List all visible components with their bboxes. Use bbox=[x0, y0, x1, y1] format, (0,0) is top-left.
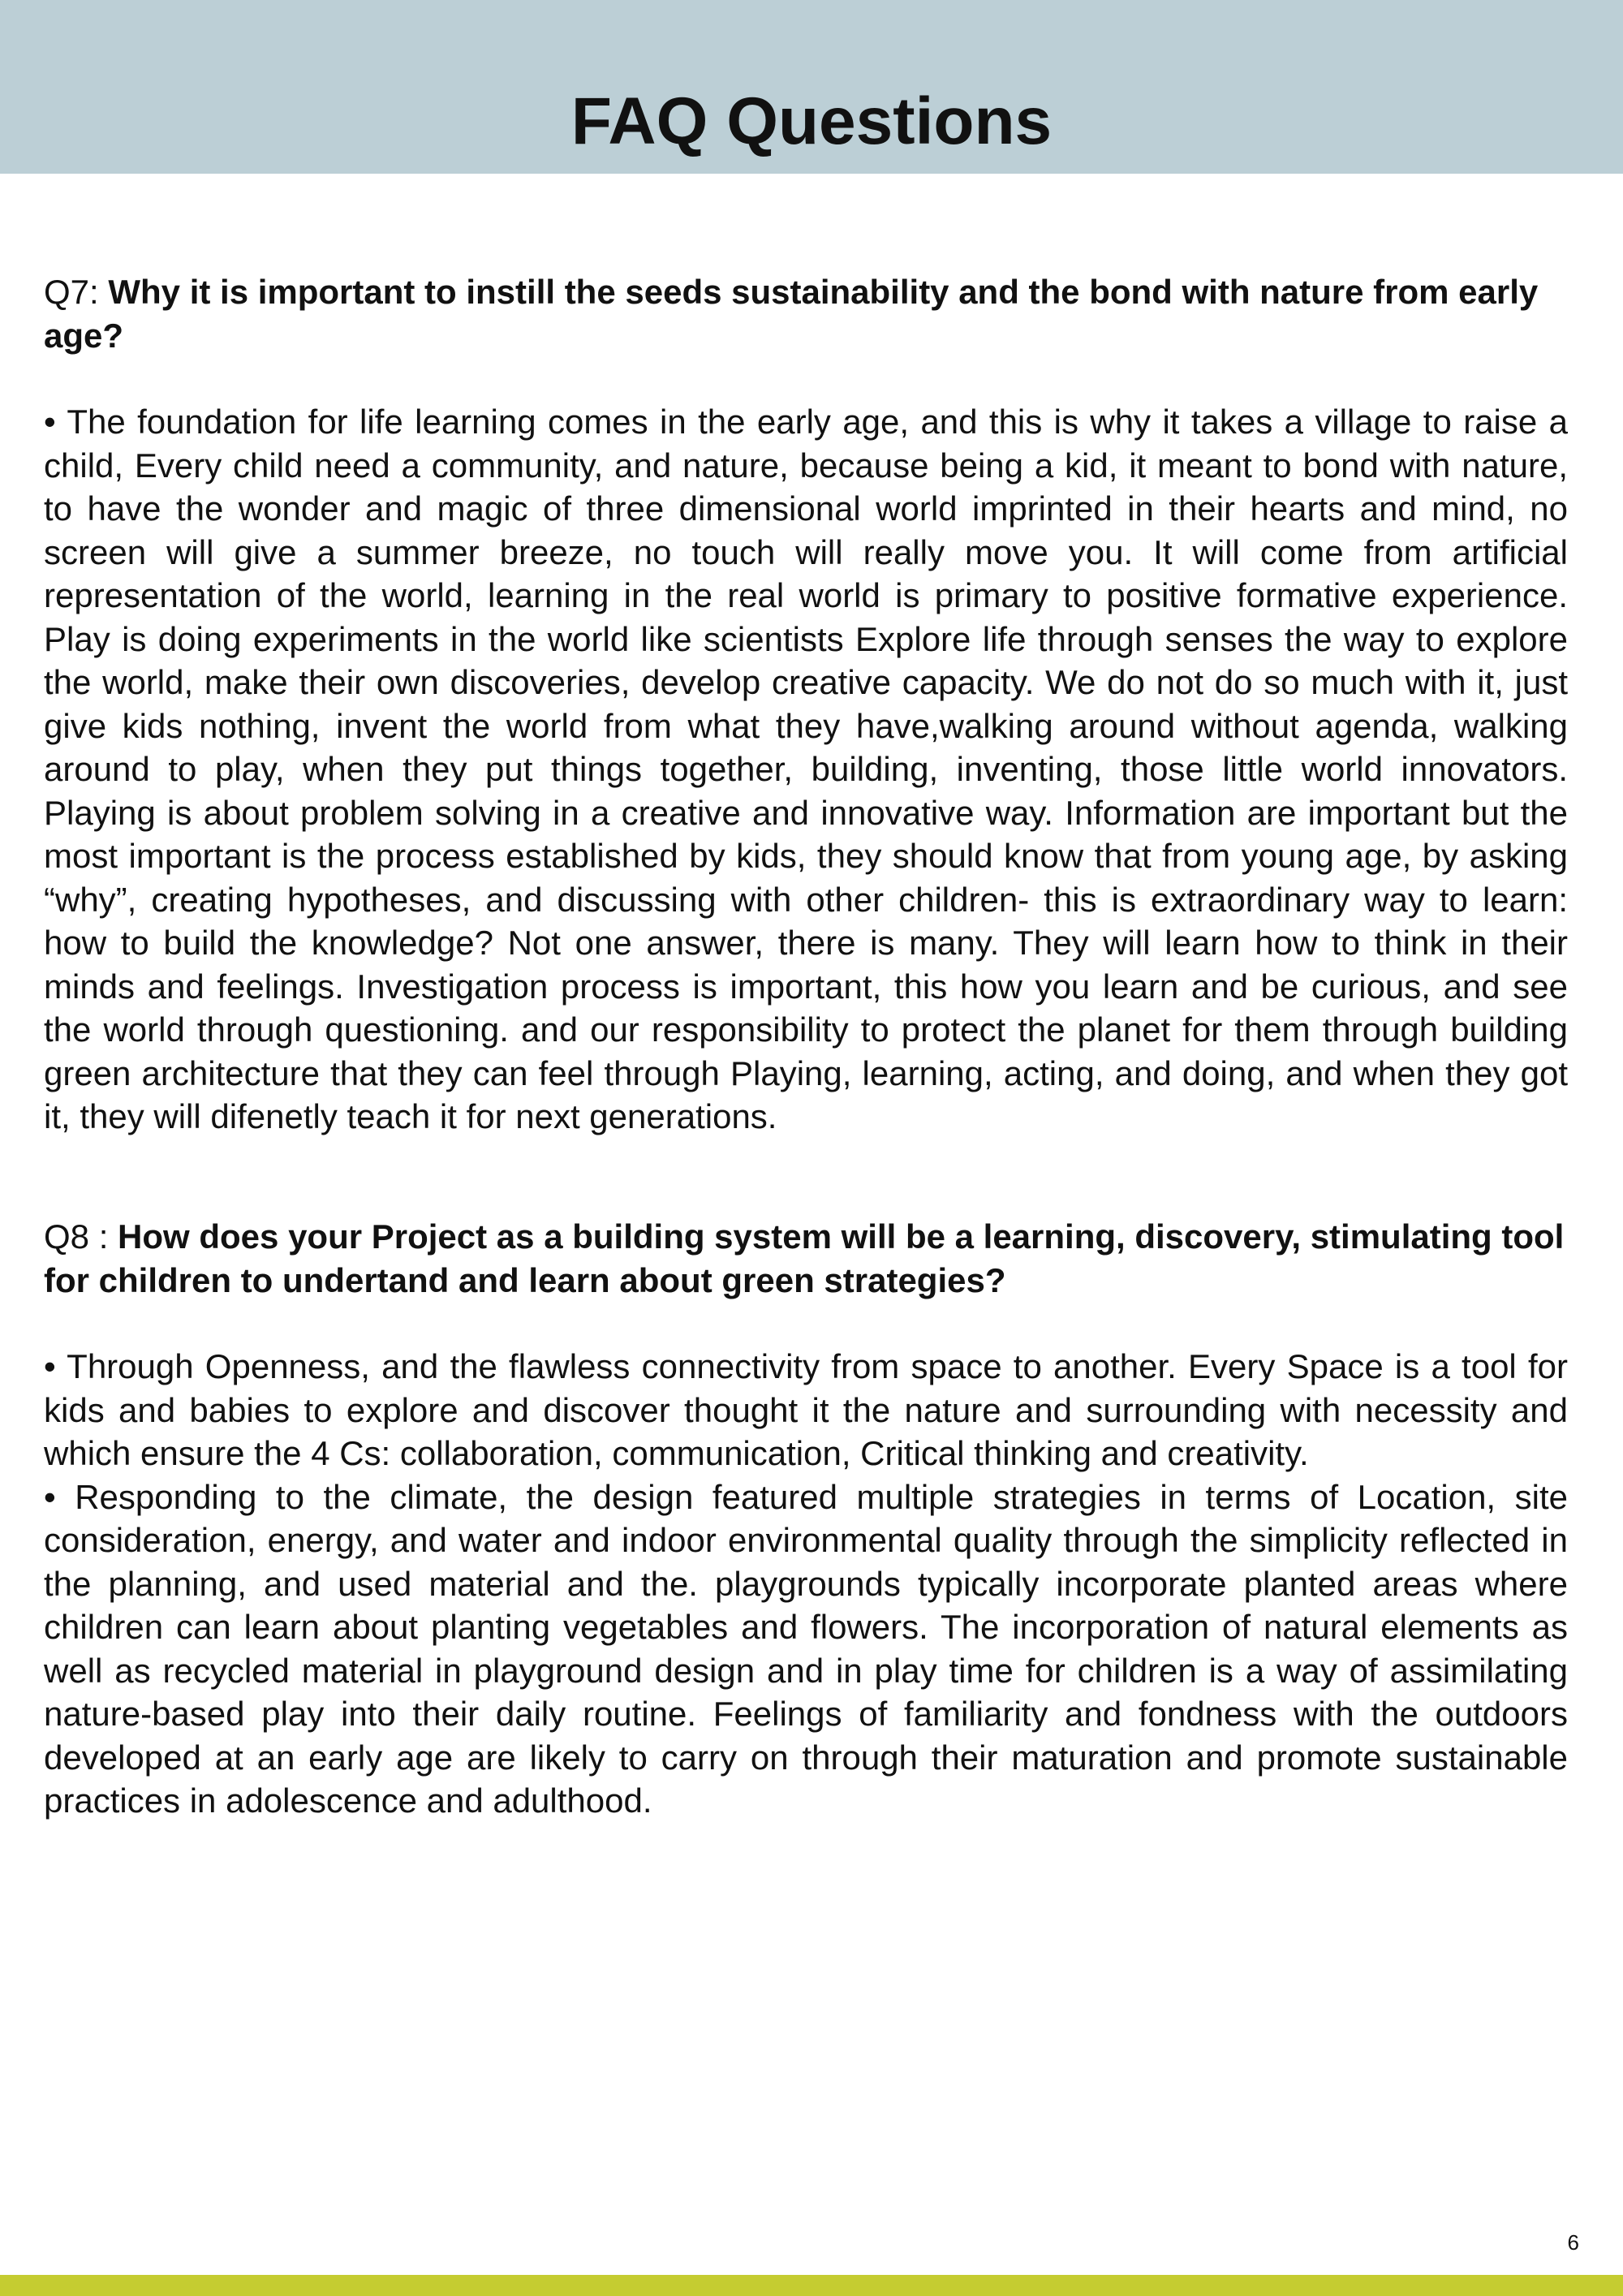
footer-band bbox=[0, 2275, 1623, 2296]
question-label: Q7: bbox=[44, 273, 109, 311]
faq-answer-q7 bbox=[44, 400, 1568, 1139]
faq-answer-q8 bbox=[44, 1345, 1568, 1823]
faq-item-q7 bbox=[44, 270, 1568, 1139]
question-text: Why it is important to instill the seeds sustainability and the bond with nature from early age? bbox=[44, 273, 1539, 355]
answer-paragraph: • Responding to the climate, the design featured multiple strategies in terms of Location, site consideration, energy, and water and indoor environmental quality through the simplicity reflected in the planning, and used material and the. playgrounds typically incorporate planted areas where children can learn about planting vegetables and flowers. The incorporation of natural elements as well as recycled material in playground design and in play time for children is a way of assimilating nature-based play into their daily routine. Feelings of familiarity and fondness with the outdoors developed at an early age are likely to carry on through their maturation and promote sustainable practices in adolescence and adulthood. bbox=[44, 1477, 1568, 1820]
page-title: FAQ Questions bbox=[570, 84, 1053, 158]
faq-item-q8 bbox=[44, 1215, 1568, 1823]
faq-question-q7 bbox=[44, 270, 1568, 357]
answer-paragraph: • The foundation for life learning comes in the early age, and this is why it takes a village to raise a child, Every child need a community, and nature, because being a kid, it meant to bond with nature, to have the wonder and magic of three dimensional world imprinted in their hearts and mind, no screen will give a summer breeze, no touch will really move you. It will come from artificial representation of the world, learning in the real world is primary to positive formative experience. Play is doing experiments in the world like scientists Explore life through senses the way to explore the world, make their own discoveries, develop creative capacity. We do not do so much with it, just give kids nothing, invent the world from what they have,walking around without agenda, walking around to play, when they put things together, building, inventing, those little world innovators. Playing is about problem solving in a creative and innovative way. Information are important but the most important is the process established by kids, they should know that from young age, by asking “why”, creating hypotheses, and discussing with other children- this is extraordinary way to learn: how to build the knowledge? Not one answer, there is many. They will learn how to think in their minds and feelings. Investigation process is important, this how you learn and be curious, and see the world through questioning. and our responsibility to protect the planet for them through building green architecture that they can feel through Playing, learning, acting, and doing, and when they got it, they will difenetly teach it for next generations. bbox=[44, 403, 1568, 1135]
answer-paragraph: • Through Openness, and the flawless connectivity from space to another. Every Space is a tool for kids and babies to explore and discover thought it the nature and surrounding with necessity and which ensure the 4 Cs: collaboration, communication, Critical thinking and creativity. bbox=[44, 1347, 1568, 1472]
question-label: Q8 : bbox=[44, 1217, 118, 1256]
question-text: How does your Project as a building system will be a learning, discovery, stimulating tool for children to undertand and learn about green strategies? bbox=[44, 1217, 1565, 1299]
page-number: 6 bbox=[1567, 2230, 1579, 2255]
faq-question-q8 bbox=[44, 1215, 1568, 1302]
